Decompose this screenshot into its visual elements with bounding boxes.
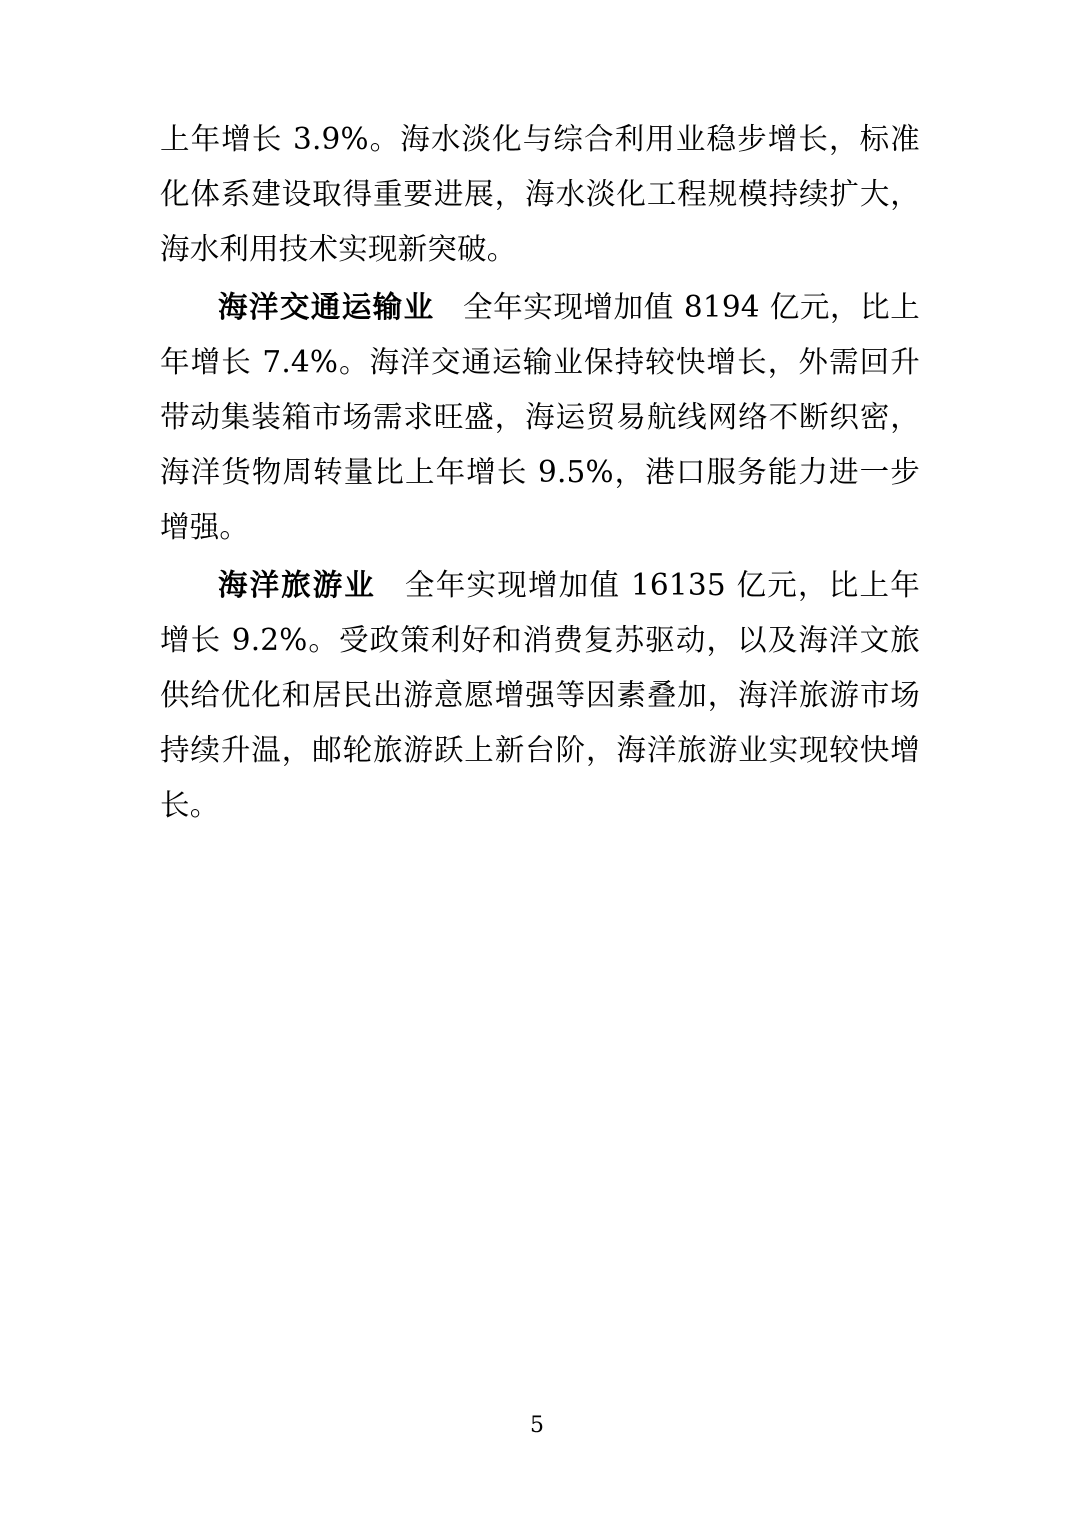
paragraph-1-text: 上年增长 3.9%。海水淡化与综合利用业稳步增长，标准化体系建设取得重要进展，海水淡化工程规模持续扩大，海水利用技术实现新突破。 [160, 122, 920, 266]
paragraph-3-text: 全年实现增加值 16135 亿元，比上年增长 9.2%。受政策利好和消费复苏驱动，以及海洋文旅供给优化和居民出游意愿增强等因素叠加，海洋旅游市场持续升温，邮轮旅游跃上新台阶，海洋旅游业实现较快增长。 [160, 568, 920, 822]
paragraph-3 [160, 557, 920, 833]
paragraph-3-lead: 海洋旅游业 [218, 567, 376, 602]
paragraph-2 [160, 279, 920, 555]
paragraph-2-text: 全年实现增加值 8194 亿元，比上年增长 7.4%。海洋交通运输业保持较快增长，外需回升带动集装箱市场需求旺盛，海运贸易航线网络不断织密，海洋货物周转量比上年增长 9.5%，港口服务能力进一步增强。 [160, 290, 920, 544]
page-number: 5 [530, 1413, 544, 1438]
paragraph-2-lead: 海洋交通运输业 [218, 289, 435, 324]
paragraph-1 [160, 112, 920, 277]
document-body [160, 112, 920, 833]
